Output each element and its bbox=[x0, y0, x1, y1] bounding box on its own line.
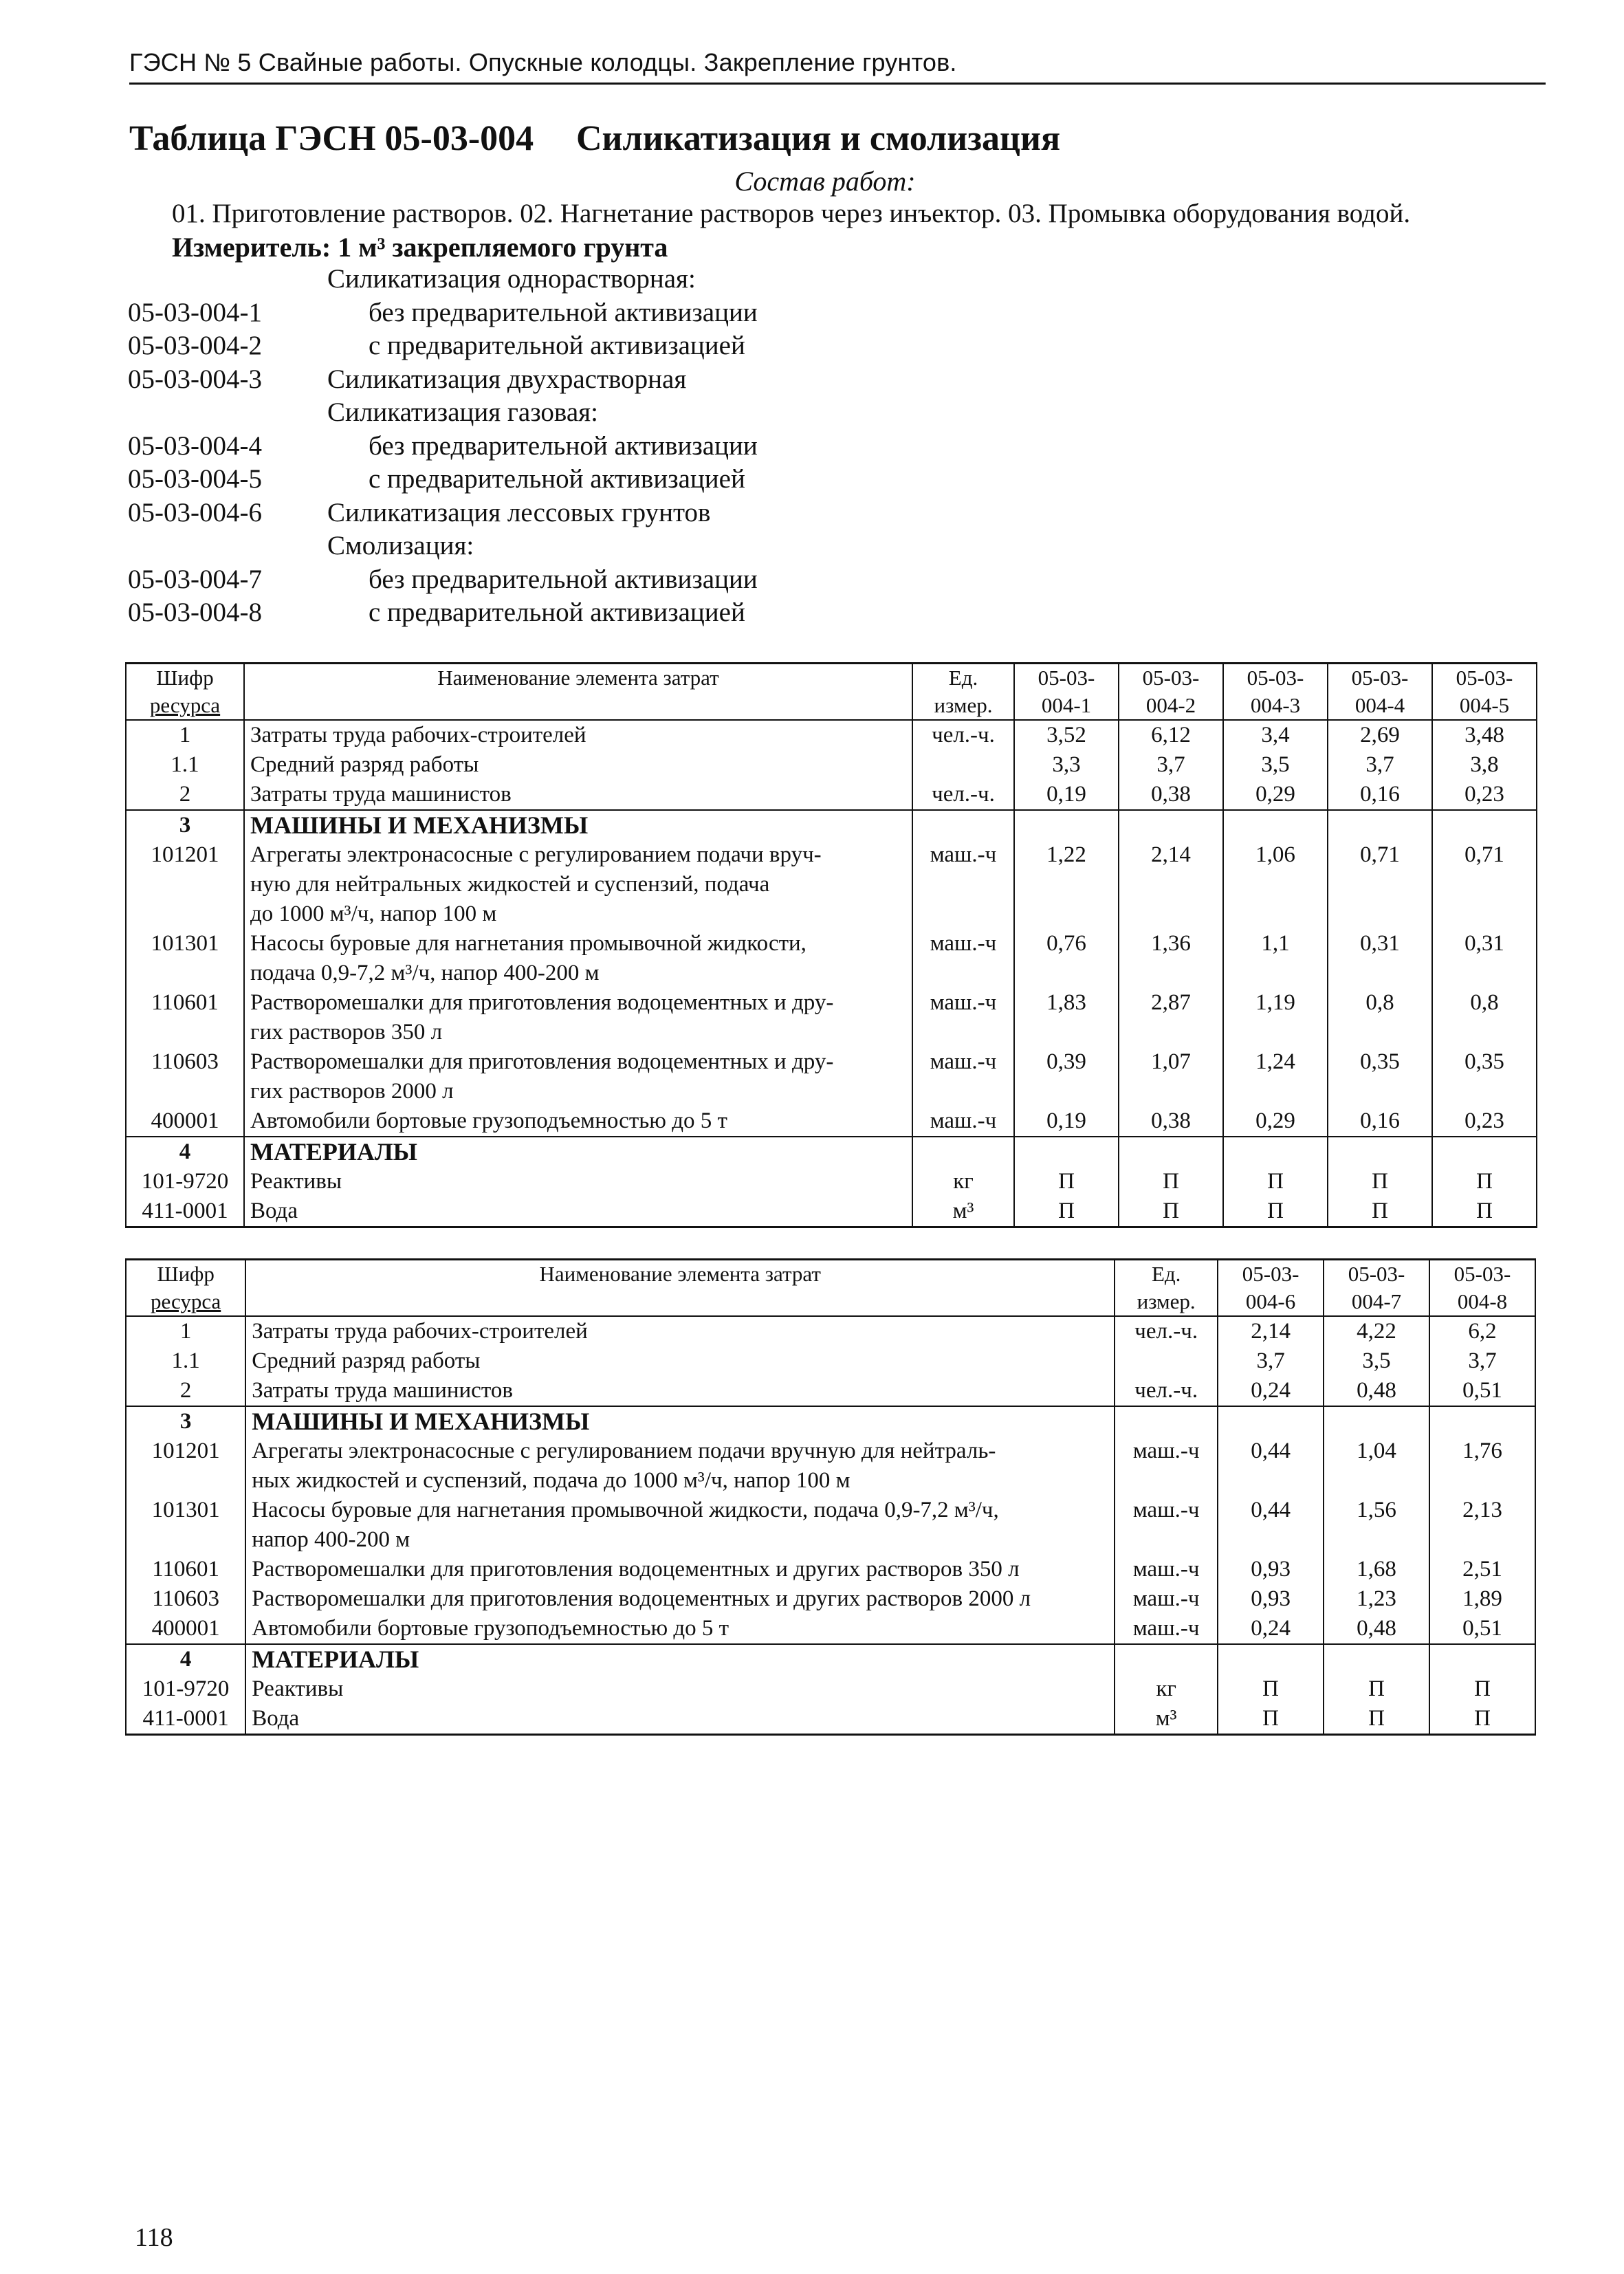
table-row bbox=[126, 1674, 1535, 1704]
norm-value: 0,71 bbox=[1432, 840, 1537, 929]
norm-value: 0,51 bbox=[1429, 1614, 1535, 1644]
norm-value: П bbox=[1014, 1196, 1119, 1227]
norm-value: 2,14 bbox=[1218, 1316, 1324, 1346]
table-row bbox=[126, 1047, 1537, 1106]
norm-value: 0,16 bbox=[1328, 780, 1432, 810]
table-row bbox=[126, 1196, 1537, 1227]
norm-value: 0,38 bbox=[1119, 780, 1223, 810]
norm-value: 0,44 bbox=[1218, 1496, 1324, 1555]
norm-value: 3,8 bbox=[1432, 750, 1537, 780]
table-row bbox=[126, 1704, 1535, 1735]
table-row bbox=[126, 1436, 1535, 1496]
norm-value bbox=[1324, 1644, 1429, 1674]
norm-value: 1,36 bbox=[1119, 929, 1223, 988]
norm-value: 3,7 bbox=[1119, 750, 1223, 780]
norm-value: 0,38 bbox=[1119, 1106, 1223, 1137]
resource-name bbox=[244, 810, 912, 840]
norm-value: 4,22 bbox=[1324, 1316, 1429, 1346]
resource-unit: м³ bbox=[912, 1196, 1014, 1227]
resource-name-line: МАТЕРИАЛЫ bbox=[250, 1138, 417, 1166]
norm-value: 0,51 bbox=[1429, 1376, 1535, 1406]
norm-value: П bbox=[1223, 1167, 1328, 1196]
resource-name bbox=[245, 1376, 1115, 1406]
norm-value: П bbox=[1014, 1167, 1119, 1196]
norm-value: 0,16 bbox=[1328, 1106, 1432, 1137]
norm-value: 6,2 bbox=[1429, 1316, 1535, 1346]
norm-value: 0,23 bbox=[1432, 780, 1537, 810]
variant-label: Силикатизация лессовых грунтов bbox=[327, 497, 711, 527]
variant-label: с предварительной активизацией bbox=[369, 598, 745, 627]
variant-code: 05-03-004-4 bbox=[128, 430, 262, 461]
resource-name-line: ную для нейтральных жидкостей и суспензий, подача bbox=[250, 872, 770, 897]
resource-name-line: Затраты труда машинистов bbox=[250, 782, 512, 807]
resource-name bbox=[244, 929, 912, 988]
variant-code: 05-03-004-2 bbox=[128, 331, 262, 360]
table-row bbox=[126, 1316, 1535, 1346]
col-header-code-line1: Шифр bbox=[157, 1262, 215, 1286]
norm-value: П bbox=[1218, 1674, 1324, 1704]
table-row bbox=[126, 840, 1537, 929]
norm-value: 3,5 bbox=[1324, 1346, 1429, 1376]
norm-value: 3,48 bbox=[1432, 720, 1537, 750]
resource-table-1 bbox=[125, 662, 1537, 1228]
resource-unit: маш.-ч bbox=[912, 1047, 1014, 1106]
resource-unit: чел.-ч. bbox=[1115, 1316, 1218, 1346]
resource-unit: маш.-ч bbox=[1115, 1496, 1218, 1555]
norm-value: 3,7 bbox=[1218, 1346, 1324, 1376]
resource-unit: маш.-ч bbox=[1115, 1555, 1218, 1584]
resource-name-line: Автомобили бортовые грузоподъемностью до 5 т bbox=[252, 1616, 729, 1641]
resource-name-line: Вода bbox=[252, 1706, 300, 1731]
resource-unit: маш.-ч bbox=[912, 929, 1014, 988]
col-header-norm bbox=[1119, 664, 1223, 721]
norm-value: 0,71 bbox=[1328, 840, 1432, 929]
variant-label: Силикатизация двухрастворная bbox=[327, 364, 687, 394]
col-header-norm bbox=[1218, 1260, 1324, 1317]
page-number: 118 bbox=[135, 2223, 173, 2252]
table-row bbox=[126, 1346, 1535, 1376]
norm-value: 3,52 bbox=[1014, 720, 1119, 750]
norm-value: 0,76 bbox=[1014, 929, 1119, 988]
norm-value bbox=[1432, 810, 1537, 840]
col-header-unit: Ед. измер. bbox=[912, 664, 1014, 721]
table-row bbox=[126, 1406, 1535, 1436]
col-header-norm-line1: 05-03- bbox=[1456, 666, 1513, 690]
col-header-code-line2: ресурса bbox=[150, 1289, 221, 1313]
norm-value: П bbox=[1324, 1704, 1429, 1735]
col-header-norm-line2: 004-3 bbox=[1250, 693, 1301, 717]
resource-name bbox=[244, 780, 912, 810]
table-row bbox=[126, 1106, 1537, 1137]
resource-name bbox=[245, 1436, 1115, 1496]
norm-value: П bbox=[1119, 1167, 1223, 1196]
norm-value: 0,93 bbox=[1218, 1555, 1324, 1584]
variant-code: 05-03-004-6 bbox=[128, 497, 262, 527]
norm-value: 1,68 bbox=[1324, 1555, 1429, 1584]
resource-unit bbox=[912, 1137, 1014, 1167]
col-header-code-line2: ресурса bbox=[149, 693, 221, 717]
resource-name-line: Затраты труда рабочих-строителей bbox=[250, 723, 586, 747]
resource-unit bbox=[912, 750, 1014, 780]
resource-name bbox=[244, 1137, 912, 1167]
norm-value: 1,56 bbox=[1324, 1496, 1429, 1555]
resource-code: 4 bbox=[126, 1137, 244, 1167]
resource-code: 101301 bbox=[126, 1496, 245, 1555]
resource-name bbox=[244, 988, 912, 1047]
variant-label: без предварительной активизации bbox=[369, 297, 758, 327]
norm-value: 0,35 bbox=[1328, 1047, 1432, 1106]
resource-name-line: МАТЕРИАЛЫ bbox=[252, 1646, 419, 1673]
norm-value bbox=[1328, 1137, 1432, 1167]
resource-name-line: МАШИНЫ И МЕХАНИЗМЫ bbox=[250, 811, 589, 839]
resource-unit: чел.-ч. bbox=[912, 720, 1014, 750]
table-row bbox=[126, 810, 1537, 840]
norm-value: 3,3 bbox=[1014, 750, 1119, 780]
norm-value: 1,19 bbox=[1223, 988, 1328, 1047]
col-header-norm-line2: 004-1 bbox=[1041, 693, 1092, 717]
resource-code: 101-9720 bbox=[126, 1674, 245, 1704]
resource-name bbox=[244, 720, 912, 750]
resource-code: 1 bbox=[126, 1316, 245, 1346]
norm-value: П bbox=[1432, 1196, 1537, 1227]
norm-value bbox=[1429, 1644, 1535, 1674]
variant-code: 05-03-004-7 bbox=[128, 564, 262, 594]
resource-code: 101-9720 bbox=[126, 1167, 244, 1196]
resource-name-line: Реактивы bbox=[250, 1169, 342, 1194]
norm-value: П bbox=[1218, 1704, 1324, 1735]
resource-name bbox=[244, 840, 912, 929]
col-header-norm-line1: 05-03- bbox=[1038, 666, 1095, 690]
resource-name bbox=[245, 1674, 1115, 1704]
header-rule bbox=[129, 83, 1546, 85]
resource-unit: маш.-ч bbox=[1115, 1584, 1218, 1614]
resource-name bbox=[244, 1196, 912, 1227]
composition-heading: Состав работ: bbox=[734, 166, 916, 197]
resource-unit bbox=[912, 810, 1014, 840]
table-row bbox=[126, 988, 1537, 1047]
resource-name-line: Растворомешалки для приготовления водоцементных и других растворов 350 л bbox=[252, 1557, 1020, 1582]
resource-name bbox=[245, 1584, 1115, 1614]
norm-value: П bbox=[1328, 1167, 1432, 1196]
norm-value: 2,87 bbox=[1119, 988, 1223, 1047]
table-row bbox=[126, 1644, 1535, 1674]
norm-value: 0,29 bbox=[1223, 780, 1328, 810]
norm-value: 0,29 bbox=[1223, 1106, 1328, 1137]
norm-value: 0,44 bbox=[1218, 1436, 1324, 1496]
resource-code: 1.1 bbox=[126, 750, 244, 780]
operations-text: 01. Приготовление растворов. 02. Нагнетание растворов через инъектор. 03. Промывка оборудования водой. bbox=[172, 199, 1411, 228]
resource-name-line: Насосы буровые для нагнетания промывочной жидкости, подача 0,9-7,2 м³/ч, bbox=[252, 1498, 999, 1522]
variant-label: без предварительной активизации bbox=[369, 430, 758, 461]
norm-value bbox=[1014, 810, 1119, 840]
resource-name-line: Автомобили бортовые грузоподъемностью до 5 т bbox=[250, 1108, 727, 1133]
col-header-code-line1: Шифр bbox=[156, 666, 214, 690]
norm-value bbox=[1223, 810, 1328, 840]
norm-value: 0,39 bbox=[1014, 1047, 1119, 1106]
resource-name-line: Средний разряд работы bbox=[250, 752, 479, 777]
norm-value: П bbox=[1429, 1674, 1535, 1704]
variant-label: Силикатизация однорастворная: bbox=[327, 264, 696, 294]
norm-value: 0,24 bbox=[1218, 1376, 1324, 1406]
norm-value: 1,89 bbox=[1429, 1584, 1535, 1614]
resource-unit bbox=[1115, 1346, 1218, 1376]
resource-code: 4 bbox=[126, 1644, 245, 1674]
norm-value: 0,8 bbox=[1328, 988, 1432, 1047]
norm-value bbox=[1328, 810, 1432, 840]
resource-name bbox=[244, 750, 912, 780]
resource-name bbox=[245, 1316, 1115, 1346]
col-header-name: Наименование элемента затрат bbox=[245, 1260, 1115, 1317]
table-row bbox=[126, 1167, 1537, 1196]
measure-unit: Измеритель: 1 м³ закрепляемого грунта bbox=[172, 232, 668, 263]
resource-unit: маш.-ч bbox=[1115, 1614, 1218, 1644]
resource-name bbox=[245, 1644, 1115, 1674]
norm-value: 2,51 bbox=[1429, 1555, 1535, 1584]
col-header-code bbox=[126, 664, 244, 721]
norm-value: 1,23 bbox=[1324, 1584, 1429, 1614]
resource-unit: чел.-ч. bbox=[1115, 1376, 1218, 1406]
col-header-code bbox=[126, 1260, 245, 1317]
norm-value: П bbox=[1324, 1674, 1429, 1704]
resource-code: 3 bbox=[126, 810, 244, 840]
resource-code: 2 bbox=[126, 1376, 245, 1406]
col-header-norm bbox=[1328, 664, 1432, 721]
table-title: Силикатизация и смолизация bbox=[576, 119, 1061, 158]
norm-value: 0,35 bbox=[1432, 1047, 1537, 1106]
resource-unit: маш.-ч bbox=[912, 988, 1014, 1047]
norm-value: 1,04 bbox=[1324, 1436, 1429, 1496]
resource-name-line: подача 0,9-7,2 м³/ч, напор 400-200 м bbox=[250, 961, 600, 985]
norm-value: 3,4 bbox=[1223, 720, 1328, 750]
variant-code: 05-03-004-1 bbox=[128, 297, 262, 327]
resource-name-line: ных жидкостей и суспензий, подача до 1000 м³/ч, напор 100 м bbox=[252, 1468, 851, 1493]
variant-label: без предварительной активизации bbox=[369, 564, 758, 594]
norm-value: 0,31 bbox=[1432, 929, 1537, 988]
variant-label: с предварительной активизацией bbox=[369, 331, 745, 360]
resource-name-line: Затраты труда рабочих-строителей bbox=[252, 1319, 588, 1344]
norm-value: 1,07 bbox=[1119, 1047, 1223, 1106]
resource-name-line: Агрегаты электронасосные с регулированием подачи вруч- bbox=[250, 842, 822, 867]
resource-name-line: Средний разряд работы bbox=[252, 1348, 481, 1373]
resource-code: 411-0001 bbox=[126, 1704, 245, 1735]
resource-unit bbox=[1115, 1644, 1218, 1674]
norm-value: П bbox=[1328, 1196, 1432, 1227]
table-row bbox=[126, 780, 1537, 810]
resource-code: 1.1 bbox=[126, 1346, 245, 1376]
col-header-norm-line2: 004-4 bbox=[1354, 693, 1405, 717]
resource-code: 411-0001 bbox=[126, 1196, 244, 1227]
resource-code: 400001 bbox=[126, 1106, 244, 1137]
col-header-norm-line1: 05-03- bbox=[1247, 666, 1304, 690]
resource-code: 3 bbox=[126, 1406, 245, 1436]
norm-value: 1,83 bbox=[1014, 988, 1119, 1047]
resource-code: 110601 bbox=[126, 1555, 245, 1584]
norm-value: 3,7 bbox=[1429, 1346, 1535, 1376]
col-header-norm bbox=[1432, 664, 1537, 721]
col-header-norm bbox=[1223, 664, 1328, 721]
variant-code: 05-03-004-5 bbox=[128, 464, 262, 494]
resource-code: 101201 bbox=[126, 1436, 245, 1496]
norm-value: 3,5 bbox=[1223, 750, 1328, 780]
resource-unit: маш.-ч bbox=[912, 1106, 1014, 1137]
col-header-norm bbox=[1014, 664, 1119, 721]
table-row bbox=[126, 1614, 1535, 1644]
norm-value bbox=[1119, 1137, 1223, 1167]
norm-value: 0,8 bbox=[1432, 988, 1537, 1047]
table-row bbox=[126, 929, 1537, 988]
table-row bbox=[126, 750, 1537, 780]
variant-label: Смолизация: bbox=[327, 531, 474, 560]
norm-value: 1,76 bbox=[1429, 1436, 1535, 1496]
col-header-norm-line1: 05-03- bbox=[1351, 666, 1409, 690]
norm-value: 0,48 bbox=[1324, 1614, 1429, 1644]
running-header: ГЭСН № 5 Свайные работы. Опускные колодцы. Закрепление грунтов. bbox=[129, 48, 957, 76]
norm-value: 0,48 bbox=[1324, 1376, 1429, 1406]
col-header-norm-line2: 004-7 bbox=[1351, 1289, 1402, 1313]
norm-value bbox=[1218, 1406, 1324, 1436]
norm-value: 0,31 bbox=[1328, 929, 1432, 988]
norm-value: 1,06 bbox=[1223, 840, 1328, 929]
col-header-norm-line2: 004-5 bbox=[1459, 693, 1510, 717]
norm-value: 1,1 bbox=[1223, 929, 1328, 988]
norm-value: П bbox=[1119, 1196, 1223, 1227]
resource-name bbox=[245, 1406, 1115, 1436]
resource-name-line: гих растворов 2000 л bbox=[250, 1079, 454, 1104]
norm-value bbox=[1119, 810, 1223, 840]
norm-value: 0,23 bbox=[1432, 1106, 1537, 1137]
norm-value: 0,19 bbox=[1014, 780, 1119, 810]
norm-value bbox=[1223, 1137, 1328, 1167]
resource-name-line: Вода bbox=[250, 1199, 298, 1223]
norm-value: П bbox=[1223, 1196, 1328, 1227]
resource-unit: маш.-ч bbox=[1115, 1436, 1218, 1496]
table-row bbox=[126, 720, 1537, 750]
norm-value: 3,7 bbox=[1328, 750, 1432, 780]
resource-name-line: МАШИНЫ И МЕХАНИЗМЫ bbox=[252, 1408, 590, 1435]
col-header-norm bbox=[1429, 1260, 1535, 1317]
resource-name-line: Реактивы bbox=[252, 1676, 344, 1701]
resource-unit: м³ bbox=[1115, 1704, 1218, 1735]
resource-name-line: гих растворов 350 л bbox=[250, 1020, 443, 1045]
table-row bbox=[126, 1376, 1535, 1406]
col-header-norm-line2: 004-8 bbox=[1457, 1289, 1508, 1313]
table-label: Таблица ГЭСН 05-03-004 bbox=[129, 119, 534, 158]
col-header-norm bbox=[1324, 1260, 1429, 1317]
resource-name-line: Растворомешалки для приготовления водоцементных и других растворов 2000 л bbox=[252, 1586, 1031, 1611]
resource-unit: чел.-ч. bbox=[912, 780, 1014, 810]
col-header-norm-line2: 004-2 bbox=[1145, 693, 1196, 717]
resource-name bbox=[244, 1106, 912, 1137]
variant-code: 05-03-004-8 bbox=[128, 598, 262, 627]
resource-name bbox=[245, 1614, 1115, 1644]
resource-unit bbox=[1115, 1406, 1218, 1436]
resource-code: 2 bbox=[126, 780, 244, 810]
norm-value: П bbox=[1429, 1704, 1535, 1735]
resource-name-line: Агрегаты электронасосные с регулированием подачи вручную для нейтраль- bbox=[252, 1439, 996, 1463]
resource-unit: кг bbox=[912, 1167, 1014, 1196]
resource-table-2 bbox=[125, 1258, 1536, 1736]
col-header-norm-line1: 05-03- bbox=[1453, 1262, 1511, 1286]
col-header-norm-line1: 05-03- bbox=[1348, 1262, 1405, 1286]
resource-name-line: напор 400-200 м bbox=[252, 1527, 410, 1552]
norm-value bbox=[1429, 1406, 1535, 1436]
resource-code: 110603 bbox=[126, 1584, 245, 1614]
variant-label: с предварительной активизацией bbox=[369, 464, 745, 494]
resource-code: 101301 bbox=[126, 929, 244, 988]
norm-value: 2,14 bbox=[1119, 840, 1223, 929]
norm-value: 0,19 bbox=[1014, 1106, 1119, 1137]
resource-code: 101201 bbox=[126, 840, 244, 929]
resource-code: 1 bbox=[126, 720, 244, 750]
norm-value bbox=[1324, 1406, 1429, 1436]
norm-value bbox=[1218, 1644, 1324, 1674]
norm-value: 2,13 bbox=[1429, 1496, 1535, 1555]
variant-code: 05-03-004-3 bbox=[128, 364, 262, 394]
col-header-norm-line1: 05-03- bbox=[1242, 1262, 1299, 1286]
resource-code: 400001 bbox=[126, 1614, 245, 1644]
col-header-name: Наименование элемента затрат bbox=[244, 664, 912, 721]
norm-value: 1,22 bbox=[1014, 840, 1119, 929]
table-row bbox=[126, 1496, 1535, 1555]
table-row bbox=[126, 1137, 1537, 1167]
norm-value bbox=[1432, 1137, 1537, 1167]
resource-name bbox=[245, 1555, 1115, 1584]
col-header-norm-line2: 004-6 bbox=[1245, 1289, 1296, 1313]
norm-value bbox=[1014, 1137, 1119, 1167]
col-header-unit: Ед. измер. bbox=[1115, 1260, 1218, 1317]
resource-name bbox=[244, 1167, 912, 1196]
resource-unit: маш.-ч bbox=[912, 840, 1014, 929]
table-row bbox=[126, 1555, 1535, 1584]
resource-name-line: Насосы буровые для нагнетания промывочной жидкости, bbox=[250, 931, 806, 956]
resource-name bbox=[245, 1704, 1115, 1735]
resource-name bbox=[244, 1047, 912, 1106]
norm-value: П bbox=[1432, 1167, 1537, 1196]
resource-name-line: Растворомешалки для приготовления водоцементных и дру- bbox=[250, 1049, 834, 1074]
norm-value: 6,12 bbox=[1119, 720, 1223, 750]
resource-name-line: Затраты труда машинистов bbox=[252, 1378, 513, 1403]
resource-code: 110601 bbox=[126, 988, 244, 1047]
resource-name bbox=[245, 1346, 1115, 1376]
norm-value: 0,93 bbox=[1218, 1584, 1324, 1614]
norm-value: 2,69 bbox=[1328, 720, 1432, 750]
resource-code: 110603 bbox=[126, 1047, 244, 1106]
norm-value: 0,24 bbox=[1218, 1614, 1324, 1644]
resource-name-line: до 1000 м³/ч, напор 100 м bbox=[250, 901, 497, 926]
resource-name-line: Растворомешалки для приготовления водоцементных и дру- bbox=[250, 990, 834, 1015]
table-row bbox=[126, 1584, 1535, 1614]
norm-value: 1,24 bbox=[1223, 1047, 1328, 1106]
variant-label: Силикатизация газовая: bbox=[327, 397, 598, 427]
col-header-norm-line1: 05-03- bbox=[1142, 666, 1200, 690]
resource-unit: кг bbox=[1115, 1674, 1218, 1704]
resource-name bbox=[245, 1496, 1115, 1555]
